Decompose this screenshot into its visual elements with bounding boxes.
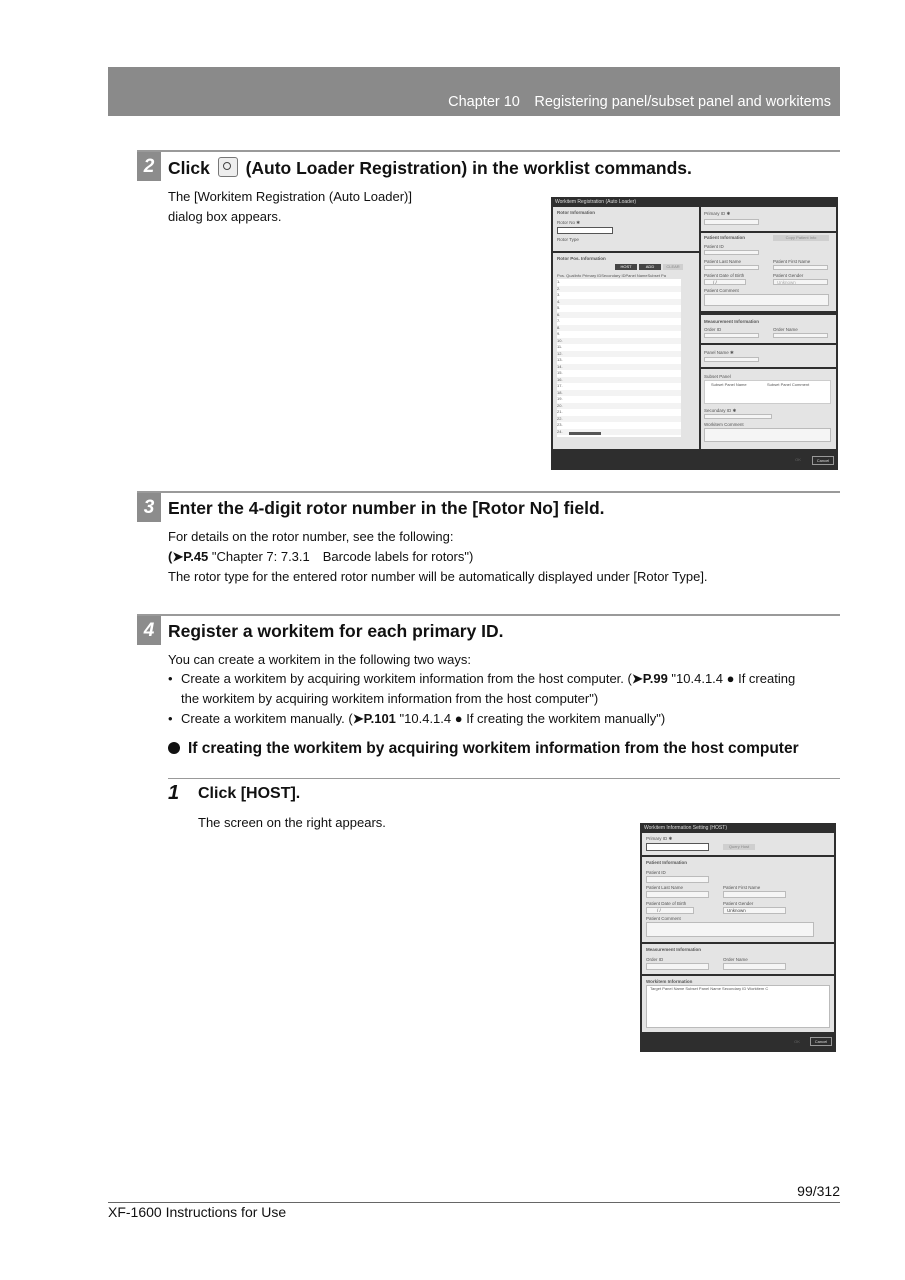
- secondary-id-input[interactable]: [704, 414, 772, 419]
- table-row[interactable]: 15.: [557, 370, 563, 375]
- ok-button[interactable]: OK: [791, 457, 805, 464]
- order-name-label: Order Name: [773, 327, 798, 332]
- rotor-info-label: Rotor Information: [557, 210, 595, 215]
- gender-label: Patient Gender: [773, 273, 804, 278]
- auto-loader-registration-icon: [218, 157, 238, 177]
- cancel-button[interactable]: Cancel: [812, 456, 834, 465]
- last-name-input[interactable]: [646, 891, 709, 898]
- table-row[interactable]: 16.: [557, 377, 681, 383]
- page-reference-link[interactable]: (➤P.45: [168, 549, 209, 564]
- first-name-label: Patient First Name: [723, 885, 761, 890]
- first-name-input[interactable]: [773, 265, 828, 270]
- primary-id-label: Primary ID ✱: [646, 836, 673, 841]
- dialog-title: Workitem Registration (Auto Loader): [555, 199, 637, 205]
- order-id-label: Order ID: [704, 327, 722, 332]
- table-row[interactable]: 11.: [557, 344, 563, 349]
- subset-panel-table: [704, 380, 831, 404]
- workitem-comment-input[interactable]: [704, 428, 831, 442]
- desc-line: The rotor type for the entered rotor number will be automatically displayed under [Rotor Type].: [168, 569, 708, 584]
- clear-button[interactable]: CLEAR: [663, 264, 683, 270]
- step-title: Enter the 4-digit rotor number in the [Rotor No] field.: [168, 498, 605, 518]
- primary-id-input[interactable]: [646, 843, 709, 851]
- table-row[interactable]: 14.: [557, 364, 681, 370]
- table-row[interactable]: 23.: [557, 422, 563, 427]
- table-row[interactable]: 21.: [557, 409, 563, 414]
- bullet-mark: •: [168, 671, 173, 686]
- order-id-input[interactable]: [646, 963, 709, 970]
- last-name-label: Patient Last Name: [646, 885, 684, 890]
- page-reference-link[interactable]: ➤P.99: [631, 671, 668, 686]
- subset-panel-panel: [701, 369, 836, 449]
- patient-info-panel: [642, 857, 834, 942]
- ok-button[interactable]: OK: [790, 1039, 804, 1046]
- patient-info-label: Patient Information: [704, 235, 746, 240]
- order-name-input[interactable]: [723, 963, 786, 970]
- bullet-text-line2: the workitem by acquiring workitem information from the host computer"): [181, 691, 599, 706]
- table-row[interactable]: 13.: [557, 357, 563, 362]
- chapter-header: [108, 67, 840, 116]
- table-row[interactable]: 18.: [557, 390, 681, 396]
- table-row[interactable]: 24.: [557, 429, 681, 435]
- primary-id-input[interactable]: [704, 219, 759, 225]
- workitem-table: [646, 985, 830, 1028]
- bullet-dot-icon: [168, 742, 180, 754]
- table-row[interactable]: 10.: [557, 338, 681, 344]
- rotor-pos-label: Rotor Pos. Information: [557, 256, 606, 261]
- comment-label: Patient Comment: [704, 288, 739, 293]
- last-name-input[interactable]: [704, 265, 759, 270]
- patient-id-label: Patient ID: [704, 244, 724, 249]
- query-host-button[interactable]: Query Host: [723, 844, 755, 850]
- substep-title: Click [HOST].: [198, 785, 301, 802]
- dob-input[interactable]: / /: [646, 907, 694, 914]
- primary-id-panel: [701, 207, 836, 231]
- step-2: [137, 150, 840, 178]
- comment-input[interactable]: [704, 294, 829, 306]
- step-3-description: [168, 527, 708, 587]
- rotor-table-header: Pos. QualInfo Primary IDSecondary IDPanel NameSubset Pa: [557, 273, 666, 278]
- panel-name-input[interactable]: [704, 357, 759, 362]
- rotor-type-label: Rotor Type: [557, 237, 579, 242]
- measure-info-label: Measurement Information: [646, 947, 702, 952]
- panel-name-panel: [701, 345, 836, 367]
- order-name-label: Order Name: [723, 957, 748, 962]
- step-4-intro: You can create a workitem in the following two ways:: [168, 652, 472, 667]
- measurement-info-panel: [642, 944, 834, 974]
- substep-number: 1: [168, 782, 180, 804]
- chapter-header-text: [448, 94, 831, 110]
- step-title-post: (Auto Loader Registration) in the worklist commands.: [245, 158, 692, 178]
- page-reference-link[interactable]: ➤P.101: [352, 711, 396, 726]
- patient-id-input[interactable]: [646, 876, 709, 883]
- table-row[interactable]: 6.: [557, 312, 681, 318]
- table-row[interactable]: 17.: [557, 383, 563, 388]
- table-row[interactable]: 8.: [557, 325, 681, 331]
- bullet-text: [181, 669, 840, 709]
- chapter-number: Chapter 10: [448, 94, 520, 110]
- panel-name-label: Panel Name ✱: [704, 350, 734, 355]
- bullet-text-post: "10.4.1.4 ● If creating: [667, 671, 796, 686]
- step-title: Register a workitem for each primary ID.: [168, 621, 504, 641]
- table-row[interactable]: 7.: [557, 318, 561, 323]
- subset-panel-label: Subset Panel: [704, 374, 731, 379]
- rotor-no-label: Rotor No ✱: [557, 220, 581, 225]
- workitem-info-label: Workitem Information: [646, 979, 693, 984]
- step-number: 3: [137, 493, 161, 522]
- table-row[interactable]: 1.: [557, 279, 561, 284]
- bullet-text-post: "10.4.1.4 ● If creating the workitem manually"): [395, 711, 666, 726]
- bullet-mark: •: [168, 711, 173, 726]
- table-row[interactable]: 22.: [557, 416, 681, 422]
- rotor-no-input[interactable]: [557, 227, 613, 234]
- cancel-button[interactable]: Cancel: [810, 1037, 832, 1046]
- primary-id-label: Primary ID ✱: [704, 211, 731, 216]
- table-row[interactable]: 5.: [557, 305, 561, 310]
- table-row[interactable]: 3.: [557, 292, 561, 297]
- bullet-text: [181, 709, 840, 729]
- patient-id-label: Patient ID: [646, 870, 666, 875]
- workitem-info-panel: [642, 976, 834, 1032]
- first-name-input[interactable]: [723, 891, 786, 898]
- rotor-info-panel: [553, 207, 699, 251]
- step-2-description: [168, 187, 412, 227]
- host-dialog-screenshot: [640, 823, 836, 1052]
- patient-info-label: Patient Information: [646, 860, 688, 865]
- auto-loader-dialog-screenshot: [551, 197, 838, 470]
- table-row[interactable]: 9.: [557, 331, 561, 336]
- page-number: 99/312: [797, 1183, 840, 1199]
- table-row[interactable]: 20.: [557, 403, 681, 409]
- bullet-text-pre: Create a workitem manually. (: [181, 711, 353, 726]
- table-row[interactable]: 4.: [557, 299, 681, 305]
- copy-patient-info-button[interactable]: Copy Patient Info: [773, 235, 829, 241]
- comment-label: Patient Comment: [646, 916, 681, 921]
- first-name-label: Patient First Name: [773, 259, 811, 264]
- table-row[interactable]: 2.: [557, 286, 681, 292]
- dob-label: Patient Date of Birth: [646, 901, 687, 906]
- subset-name-header: Subset Panel Name: [711, 382, 747, 387]
- last-name-label: Patient Last Name: [704, 259, 742, 264]
- primary-id-panel: [642, 833, 834, 855]
- desc-line: The [Workitem Registration (Auto Loader)]: [168, 189, 412, 204]
- secondary-id-label: Secondary ID ✱: [704, 408, 737, 413]
- footer-divider: [108, 1202, 840, 1203]
- desc-line: [168, 547, 708, 567]
- workitem-table-header: Target Panel Name Subset Panel Name Secondary ID Workitem C: [650, 986, 769, 991]
- subsection-divider: [168, 778, 840, 779]
- dob-input[interactable]: / /: [704, 279, 746, 285]
- table-row[interactable]: 19.: [557, 396, 563, 401]
- subset-comment-header: Subset Panel Comment: [767, 382, 810, 387]
- step-number: 4: [137, 616, 161, 645]
- step-title-pre: Click: [168, 158, 210, 178]
- gender-label: Patient Gender: [723, 901, 754, 906]
- table-row[interactable]: 12.: [557, 351, 681, 357]
- desc-line: For details on the rotor number, see the following:: [168, 529, 454, 544]
- add-button[interactable]: ADD: [639, 264, 661, 270]
- gender-select[interactable]: Unknown: [773, 279, 828, 285]
- step-number: 2: [137, 152, 161, 181]
- rotor-pos-panel: [553, 253, 699, 449]
- chapter-title: Registering panel/subset panel and workitems: [534, 94, 831, 110]
- gender-select[interactable]: Unknown: [723, 907, 786, 914]
- dob-label: Patient Date of Birth: [704, 273, 745, 278]
- comment-input[interactable]: [646, 922, 814, 937]
- measure-info-label: Measurement Information: [704, 319, 760, 324]
- order-id-input[interactable]: [704, 333, 759, 338]
- workitem-comment-label: Workitem Comment: [704, 422, 744, 427]
- host-button[interactable]: HOST: [615, 264, 637, 270]
- footer-document-title: XF-1600 Instructions for Use: [108, 1204, 287, 1220]
- table-scrollbar[interactable]: [569, 432, 601, 435]
- order-id-label: Order ID: [646, 957, 664, 962]
- rotor-table: [557, 279, 681, 437]
- step-3: [137, 491, 840, 518]
- measurement-info-panel: [701, 315, 836, 343]
- patient-info-panel: [701, 233, 836, 311]
- reference-text: "Chapter 7: 7.3.1 Barcode labels for rotors"): [208, 549, 474, 564]
- patient-id-input[interactable]: [704, 250, 759, 255]
- desc-line: dialog box appears.: [168, 209, 282, 224]
- dialog-title: Workitem Information Setting (HOST): [644, 825, 727, 831]
- order-name-input[interactable]: [773, 333, 828, 338]
- step-title: [168, 157, 692, 179]
- subsection-heading: [168, 740, 799, 758]
- substep-description: The screen on the right appears.: [198, 815, 386, 830]
- bullet-text-pre: Create a workitem by acquiring workitem information from the host computer. (: [181, 671, 632, 686]
- subsection-heading-text: If creating the workitem by acquiring workitem information from the host computer: [188, 740, 799, 757]
- step-4: [137, 614, 840, 641]
